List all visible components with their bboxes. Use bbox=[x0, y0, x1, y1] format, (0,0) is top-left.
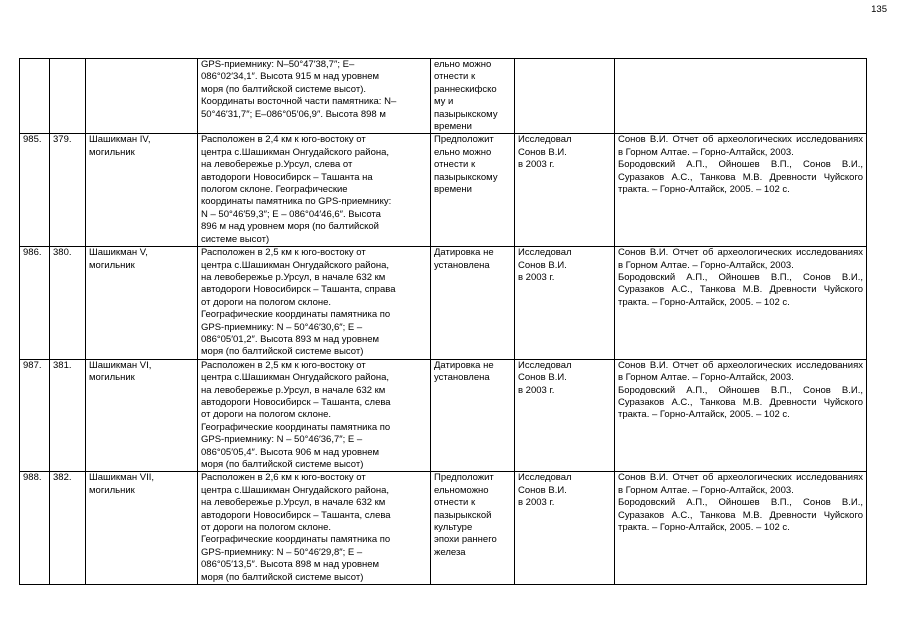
cell-text-line: центра с.Шашикман Онгудайского района, bbox=[201, 372, 390, 384]
cell-description bbox=[198, 359, 431, 472]
cell-monument-number: 379. bbox=[50, 134, 86, 247]
cell-text-line: Бородовский А.П., Ойношев В.П., Сонов В.И., Суразаков А.С., Танкова М.В. Древности Чуйского тракта. – Горно-Алтайск, 2005. – 102 с. bbox=[618, 497, 863, 534]
table-row bbox=[20, 247, 867, 360]
cell-dating bbox=[431, 247, 515, 360]
cell-text-line: ельно можно bbox=[434, 59, 492, 70]
cell-text-line: отнести к bbox=[434, 497, 476, 509]
cell-text-line: Расположен в 2,4 км к юго-востоку от bbox=[201, 134, 366, 146]
cell-text-line: Сонов В.И. Отчет об археологических исследованиях в Горном Алтае. – Горно-Алтайск, 2003. bbox=[618, 359, 863, 384]
cell-text-line: N – 50°46′59,3″; E – 086°04′46,6″. Высота bbox=[201, 208, 381, 220]
cell-text-line: Географические координаты памятника по bbox=[201, 421, 391, 433]
cell-text-line: моря (по балтийской системе высот) bbox=[201, 459, 364, 470]
cell-text-line: Сонов В.И. bbox=[518, 259, 567, 271]
cell-text-line: пазырыкскому bbox=[434, 108, 498, 120]
cell-text-line: автодороги Новосибирск – Ташанта, слева bbox=[201, 396, 391, 408]
table-row bbox=[20, 472, 867, 585]
cell-text-line: от дороги на пологом склоне. bbox=[201, 409, 332, 421]
cell-literature bbox=[615, 59, 867, 134]
cell-monument-name bbox=[86, 134, 198, 247]
cell-text-line: ельно можно bbox=[434, 146, 492, 158]
cell-text-line: Сонов В.И. Отчет об археологических исследованиях в Горном Алтае. – Горно-Алтайск, 2003. bbox=[618, 247, 863, 271]
monuments-table-body bbox=[20, 59, 867, 585]
cell-text-line: Сонов В.И. Отчет об археологических исследованиях в Горном Алтае. – Горно-Алтайск, 2003. bbox=[618, 472, 863, 496]
cell-monument-name bbox=[86, 59, 198, 134]
cell-text-line: Предположит bbox=[434, 472, 494, 484]
cell-text-line: GPS-приемнику: N – 50°46′30,6″; E – bbox=[201, 321, 363, 333]
cell-researcher bbox=[515, 59, 615, 134]
cell-text-line: на левобережье р.Урсул, слева от bbox=[201, 159, 353, 171]
cell-text-line: автодороги Новосибирск – Ташанта на bbox=[201, 171, 373, 183]
cell-literature bbox=[615, 134, 867, 247]
cell-text-line: центра с.Шашикман Онгудайского района, bbox=[201, 259, 390, 271]
cell-text-line: в 2003 г. bbox=[518, 159, 555, 171]
cell-text-line: Исследовал bbox=[518, 359, 572, 371]
cell-text-line: Бородовский А.П., Ойношев В.П., Сонов В.И., Суразаков А.С., Танкова М.В. Древности Чуйского тракта. – Горно-Алтайск, 2005. – 102 с. bbox=[618, 271, 863, 308]
cell-text-line: ельноможно bbox=[434, 484, 489, 496]
cell-monument-number bbox=[50, 59, 86, 134]
cell-text-line: Шашикман V, bbox=[89, 247, 148, 259]
cell-text-line: Сонов В.И. bbox=[518, 484, 567, 496]
cell-dating bbox=[431, 359, 515, 472]
cell-text-line: Исследовал bbox=[518, 247, 572, 259]
cell-text-line: GPS-приемнику: N – 50°46′29,8″; E – bbox=[201, 546, 363, 558]
cell-text-line: моря (по балтийской системе высот) bbox=[201, 346, 364, 358]
cell-text-line: Датировка не bbox=[434, 247, 494, 259]
cell-text-line: от дороги на пологом склоне. bbox=[201, 296, 332, 308]
table-row bbox=[20, 359, 867, 472]
cell-text-line: Шашикман VII, bbox=[89, 472, 155, 484]
cell-text-line: на левобережье р.Урсул, в начале 632 км bbox=[201, 271, 386, 283]
cell-monument-name bbox=[86, 247, 198, 360]
cell-description bbox=[198, 134, 431, 247]
cell-text-line: пазырыкской bbox=[434, 509, 492, 521]
cell-text-line: Сонов В.И. bbox=[518, 146, 567, 158]
cell-description bbox=[198, 247, 431, 360]
cell-text-line: Расположен в 2,5 км к юго-востоку от bbox=[201, 247, 366, 259]
cell-text-line: времени bbox=[434, 184, 472, 196]
cell-text-line: Сонов В.И. bbox=[518, 372, 567, 384]
cell-text-line: центра с.Шашикман Онгудайского района, bbox=[201, 146, 390, 158]
cell-text-line: раннескифско bbox=[434, 83, 497, 95]
cell-text-line: могильник bbox=[89, 146, 135, 158]
cell-text-line: в 2003 г. bbox=[518, 497, 555, 509]
cell-text-line: GPS-приемнику: N – 50°46′36,7″; E – bbox=[201, 434, 363, 446]
cell-researcher bbox=[515, 359, 615, 472]
cell-text-line: Бородовский А.П., Ойношев В.П., Сонов В.И., Суразаков А.С., Танкова М.В. Древности Чуйского тракта. – Горно-Алтайск, 2005. – 102 с. bbox=[618, 384, 863, 421]
cell-text-line: железа bbox=[434, 546, 466, 558]
cell-row-number: 987. bbox=[20, 359, 50, 472]
cell-text-line: системе высот) bbox=[201, 233, 270, 245]
cell-text-line: пазырыкскому bbox=[434, 171, 498, 183]
cell-description bbox=[198, 59, 431, 134]
cell-researcher bbox=[515, 247, 615, 360]
cell-text-line: от дороги на пологом склоне. bbox=[201, 522, 332, 534]
cell-text-line: Шашикман VI, bbox=[89, 359, 152, 371]
cell-monument-name bbox=[86, 359, 198, 472]
cell-text-line: пологом склоне. Географические bbox=[201, 184, 348, 196]
cell-text-line: могильник bbox=[89, 372, 135, 384]
cell-text-line: в 2003 г. bbox=[518, 271, 555, 283]
cell-text-line: эпохи раннего bbox=[434, 534, 497, 546]
cell-literature bbox=[615, 359, 867, 472]
cell-row-number: 988. bbox=[20, 472, 50, 585]
cell-researcher bbox=[515, 472, 615, 585]
cell-text-line: установлена bbox=[434, 259, 490, 271]
cell-text-line: GPS-приемнику: N–50°47′38,7″; E– bbox=[201, 59, 355, 70]
cell-literature bbox=[615, 472, 867, 585]
cell-text-line: Расположен в 2,5 км к юго-востоку от bbox=[201, 359, 366, 371]
cell-text-line: 086°02′34,1″. Высота 915 м над уровнем bbox=[201, 71, 380, 83]
table-row-continuation bbox=[20, 59, 867, 134]
cell-text-line: времени bbox=[434, 121, 472, 133]
cell-row-number: 985. bbox=[20, 134, 50, 247]
cell-text-line: Сонов В.И. Отчет об археологических исследованиях в Горном Алтае. – Горно-Алтайск, 2003. bbox=[618, 134, 863, 158]
cell-text-line: Предположит bbox=[434, 134, 494, 146]
cell-text-line: 896 м над уровнем моря (по балтийской bbox=[201, 221, 379, 233]
cell-text-line: 086°05′13,5″. Высота 898 м над уровнем bbox=[201, 559, 380, 571]
cell-row-number: 986. bbox=[20, 247, 50, 360]
cell-text-line: Исследовал bbox=[518, 472, 572, 484]
table-row bbox=[20, 134, 867, 247]
cell-dating bbox=[431, 472, 515, 585]
cell-monument-number: 381. bbox=[50, 359, 86, 472]
cell-text-line: 086°05′05,4″. Высота 906 м над уровнем bbox=[201, 446, 380, 458]
cell-text-line: автодороги Новосибирск – Ташанта, слева bbox=[201, 509, 391, 521]
cell-text-line: установлена bbox=[434, 372, 490, 384]
cell-text-line: Расположен в 2,6 км к юго-востоку от bbox=[201, 472, 366, 484]
cell-text-line: Географические координаты памятника по bbox=[201, 534, 391, 546]
cell-text-line: моря (по балтийской системе высот) bbox=[201, 571, 364, 583]
cell-text-line: на левобережье р.Урсул, в начале 632 км bbox=[201, 497, 386, 509]
cell-text-line: на левобережье р.Урсул, в начале 632 км bbox=[201, 384, 386, 396]
cell-literature bbox=[615, 247, 867, 360]
cell-text-line: Бородовский А.П., Ойношев В.П., Сонов В.И., Суразаков А.С., Танкова М.В. Древности Чуйского тракта. – Горно-Алтайск, 2005. – 102 с. bbox=[618, 159, 863, 196]
cell-text-line: культуре bbox=[434, 522, 473, 534]
cell-description bbox=[198, 472, 431, 585]
monuments-table bbox=[19, 58, 867, 585]
page-number: 135 bbox=[871, 4, 887, 15]
cell-monument-number: 382. bbox=[50, 472, 86, 585]
cell-text-line: моря (по балтийской системе высот). bbox=[201, 83, 367, 95]
cell-text-line: му и bbox=[434, 96, 454, 108]
cell-dating bbox=[431, 134, 515, 247]
cell-row-number bbox=[20, 59, 50, 134]
cell-monument-number: 380. bbox=[50, 247, 86, 360]
cell-dating bbox=[431, 59, 515, 134]
cell-text-line: Исследовал bbox=[518, 134, 572, 146]
cell-text-line: в 2003 г. bbox=[518, 384, 555, 396]
cell-text-line: Шашикман IV, bbox=[89, 134, 151, 146]
cell-text-line: 50°46′31,7″; E–086°05′06,9″. Высота 898 м bbox=[201, 108, 386, 120]
cell-researcher bbox=[515, 134, 615, 247]
cell-text-line: Координаты восточной части памятника: N– bbox=[201, 96, 397, 108]
cell-text-line: отнести к bbox=[434, 159, 476, 171]
cell-text-line: могильник bbox=[89, 259, 135, 271]
cell-text-line: Географические координаты памятника по bbox=[201, 309, 391, 321]
cell-text-line: отнести к bbox=[434, 71, 476, 83]
cell-text-line: Датировка не bbox=[434, 359, 494, 371]
cell-monument-name bbox=[86, 472, 198, 585]
cell-text-line: центра с.Шашикман Онгудайского района, bbox=[201, 484, 390, 496]
cell-text-line: координаты памятника по GPS-приемнику: bbox=[201, 196, 392, 208]
cell-text-line: 086°05′01,2″. Высота 893 м над уровнем bbox=[201, 333, 380, 345]
cell-text-line: автодороги Новосибирск – Ташанта, справа bbox=[201, 284, 396, 296]
cell-text-line: могильник bbox=[89, 484, 135, 496]
